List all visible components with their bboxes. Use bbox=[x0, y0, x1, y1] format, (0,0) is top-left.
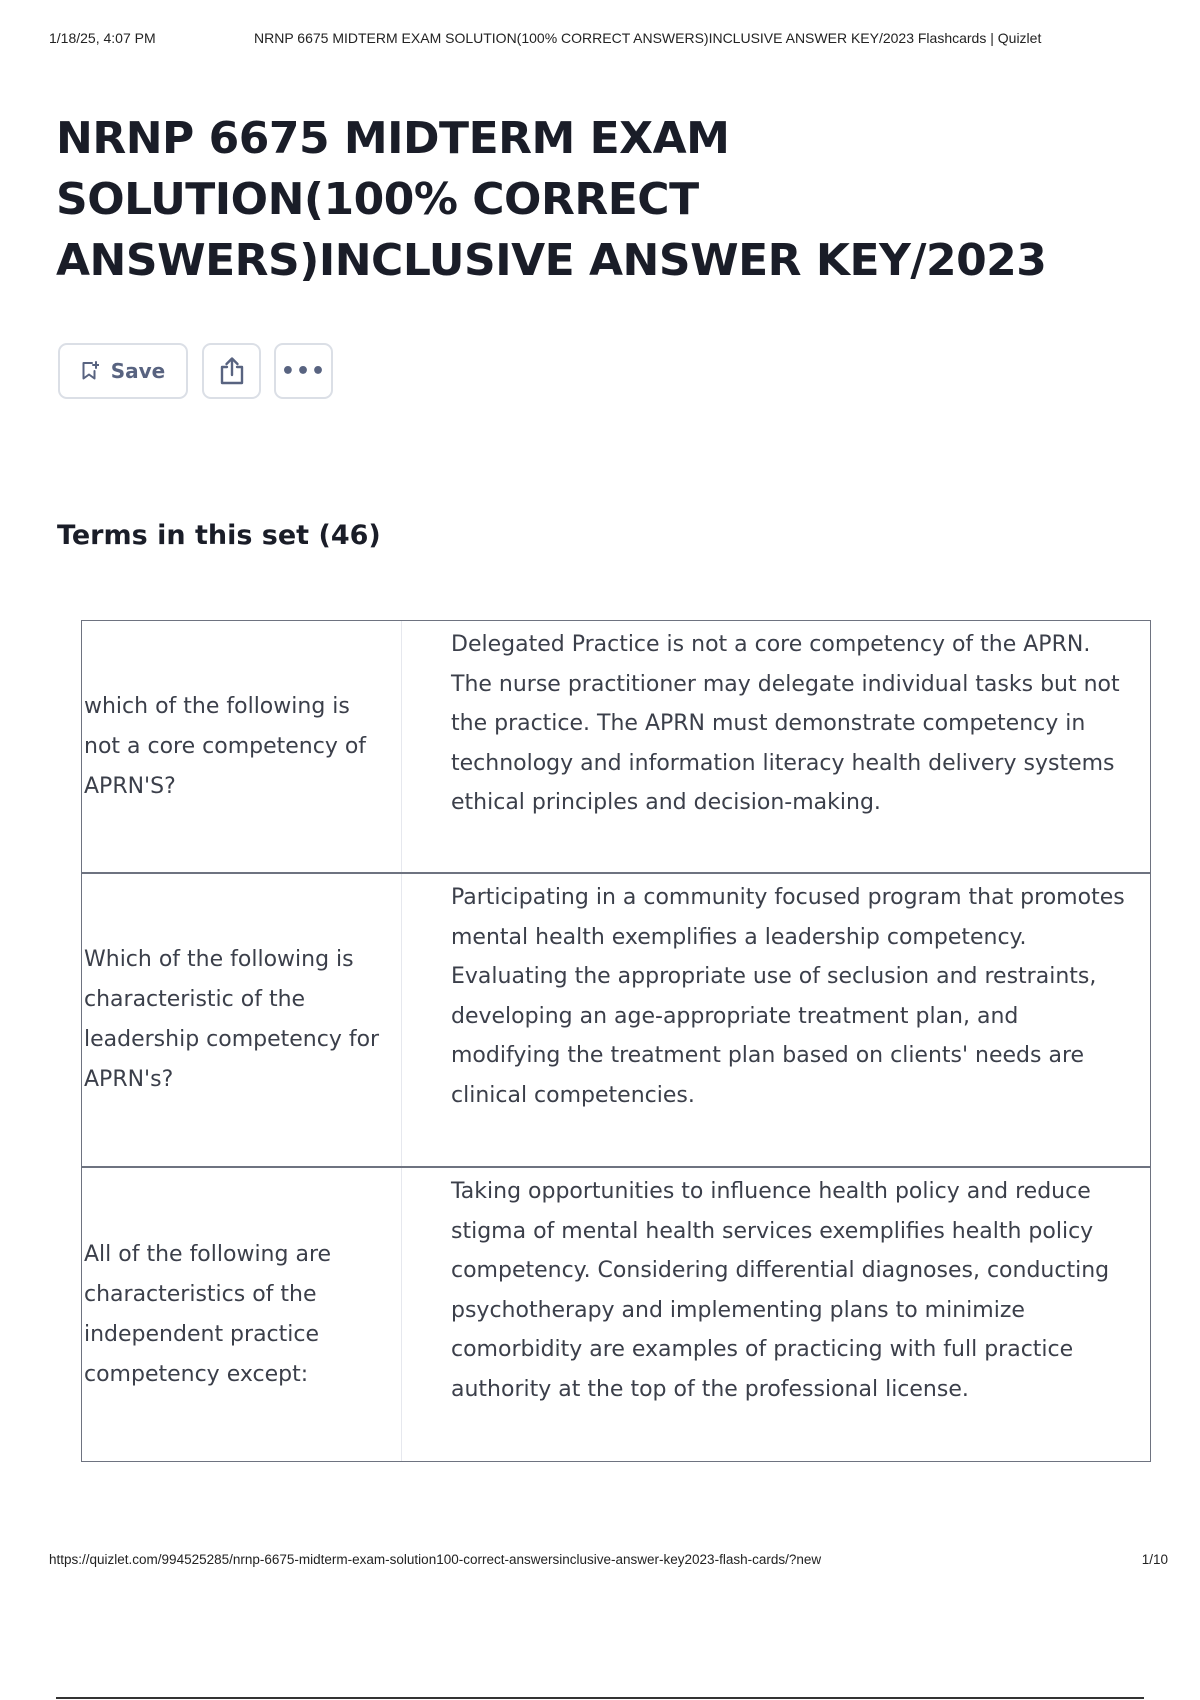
term-row bbox=[82, 1168, 1150, 1461]
print-datetime: 1/18/25, 4:07 PM bbox=[49, 30, 156, 46]
share-icon bbox=[218, 356, 246, 386]
page-title: NRNP 6675 MIDTERM EXAM SOLUTION(100% CORRECT ANSWERS)INCLUSIVE ANSWER KEY/2023 bbox=[56, 113, 1047, 286]
terms-table bbox=[81, 620, 1151, 1462]
print-header bbox=[49, 30, 1160, 50]
print-url: https://quizlet.com/994525285/nrnp-6675-midterm-exam-solution100-correct-answersinclusive-answer-key2023-flash-cards/?new bbox=[49, 1552, 822, 1567]
page-divider bbox=[56, 1697, 1144, 1699]
term-text: Which of the following is characteristic of the leadership competency for APRN's? bbox=[82, 874, 402, 1166]
bookmark-add-icon bbox=[81, 361, 99, 381]
definition-text: Delegated Practice is not a core competency of the APRN. The nurse practitioner may delegate individual tasks but not the practice. The APRN must demonstrate competency in technology and information literacy health delivery systems ethical principles and decision-making. bbox=[451, 632, 1120, 815]
more-options-button[interactable] bbox=[274, 343, 333, 399]
term-row bbox=[82, 874, 1150, 1168]
definition-text: Taking opportunities to influence health policy and reduce stigma of mental health services exemplifies health policy competency. Considering differential diagnoses, conducting psychotherapy and implementing plans to minimize comorbidity are examples of practicing with full practice authority at the top of the professional license. bbox=[451, 1179, 1110, 1402]
definition-text: Participating in a community focused program that promotes mental health exemplifies a leadership competency. Evaluating the appropriate use of seclusion and restraints, developing an age-appropriate treatment plan, and modifying the treatment plan based on clients' needs are clinical competencies. bbox=[451, 885, 1125, 1108]
page-number: 1/10 bbox=[1141, 1552, 1168, 1567]
print-document-title: NRNP 6675 MIDTERM EXAM SOLUTION(100% CORRECT ANSWERS)INCLUSIVE ANSWER KEY/2023 Flashcards | Quizlet bbox=[254, 30, 1042, 46]
term-row bbox=[82, 621, 1150, 874]
terms-heading: Terms in this set (46) bbox=[57, 520, 381, 551]
share-button[interactable] bbox=[202, 343, 261, 399]
term-text: All of the following are characteristics of the independent practice competency except: bbox=[82, 1168, 402, 1461]
save-label: Save bbox=[110, 359, 166, 383]
term-text: which of the following is not a core competency of APRN'S? bbox=[82, 621, 402, 872]
more-options-icon: ••• bbox=[280, 358, 327, 384]
save-button[interactable] bbox=[58, 343, 188, 399]
